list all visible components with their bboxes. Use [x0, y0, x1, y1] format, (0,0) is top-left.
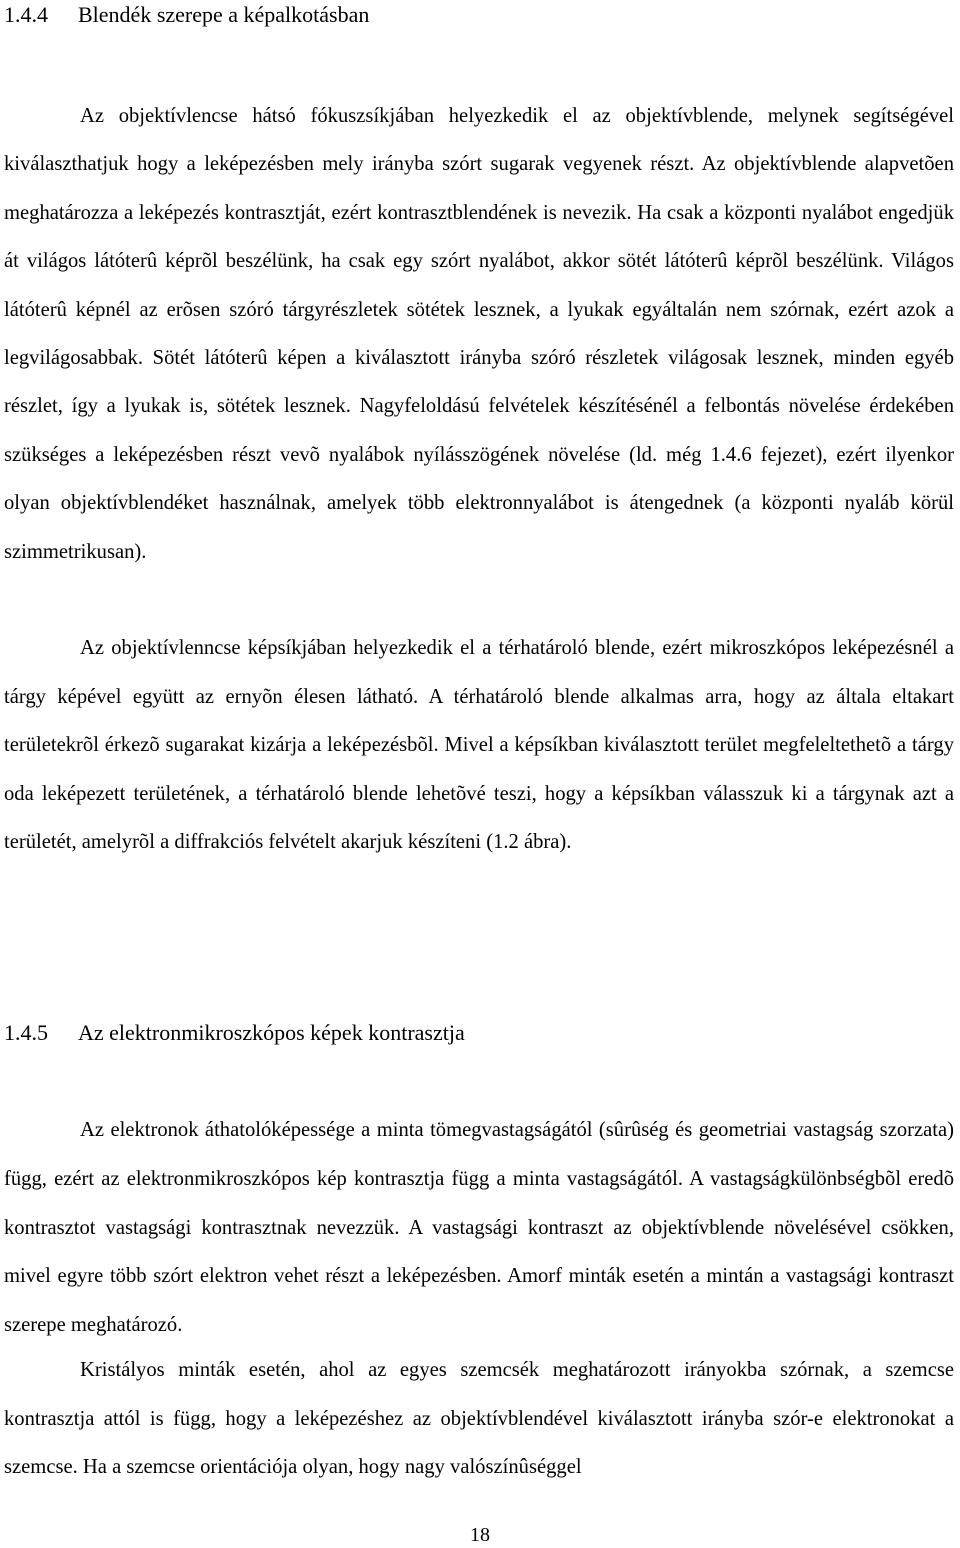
paragraph-crystalline-samples: Kristályos minták esetén, ahol az egyes szemcsék meghatározott irányokba szórnak, a szemcse kontrasztja attól is függ, hogy a leképezéshez az objektívblendével kiválasztott irányba szór-e elektronokat a szemcse. Ha a szemcse orientációja olyan, hogy nagy valószínûséggel: [4, 1359, 954, 1478]
section-number: 1.4.4: [4, 2, 48, 27]
section-heading-1-4-4: [4, 0, 369, 30]
paragraph-field-limiting-aperture: Az objektívlenncse képsíkjában helyezkedik el a térhatároló blende, ezért mikroszkópos leképezésnél a tárgy képével együtt az ernyõn élesen látható. A térhatároló blende alkalmas arra, hogy az általa eltakart területekrõl érkezõ sugarakat kizárja a leképezésbõl. Mivel a képsíkban kiválasztott terület megfeleltethetõ a tárgy oda leképezett területének, a térhatároló blende lehetõvé teszi, hogy a képsíkban válasszuk ki a tárgynak azt a területét, amelyrõl a diffrakciós felvételt akarjuk készíteni (1.2 ábra).: [4, 637, 954, 853]
section-title: Blendék szerepe a képalkotásban: [78, 2, 370, 27]
page-number: 18: [470, 1524, 490, 1546]
section-heading-1-4-5: [4, 1018, 465, 1048]
paragraph-objective-aperture: Az objektívlencse hátsó fókuszsíkjában helyezkedik el az objektívblende, melynek segítségével kiválaszthatjuk hogy a leképezésben mely irányba szórt sugarak vegyenek részt. Az objektívblende alapvetõen meghatározza a leképezés kontrasztját, ezért kontrasztblendének is nevezik. Ha csak a központi nyalábot engedjük át világos látóterû képrõl beszélünk, ha csak egy szórt nyalábot, akkor sötét látóterû képrõl beszélünk. Világos látóterû képnél az erõsen szóró tárgyrészletek sötétek lesznek, a lyukak egyáltalán nem szórnak, ezért azok a legvilágosabbak. Sötét látóterû képen a kiválasztott irányba szóró részletek világosak lesznek, minden egyéb részlet, így a lyukak is, sötétek lesznek. Nagyfeloldású felvételek készítésénél a felbontás növelése érdekében szükséges a leképezésben részt vevõ nyalábok nyílásszögének növelése (ld. még 1.4.6 fejezet), ezért ilyenkor olyan objektívblendéket használnak, amelyek több elektronnyalábot is átengednek (a központi nyaláb körül szimmetrikusan).: [4, 105, 954, 563]
paragraph-thickness-contrast: Az elektronok áthatolóképessége a minta tömegvastagságától (sûrûség és geometriai vastagság szorzata) függ, ezért az elektronmikroszkópos kép kontrasztja függ a minta vastagságától. A vastagságkülönbségbõl eredõ kontrasztot vastagsági kontrasztnak nevezzük. A vastagsági kontraszt az objektívblende növelésével csökken, mivel egyre több szórt elektron vehet részt a leképezésben. Amorf minták esetén a mintán a vastagsági kontraszt szerepe meghatározó.: [4, 1119, 954, 1337]
section-title: Az elektronmikroszkópos képek kontrasztja: [78, 1020, 465, 1045]
section-number: 1.4.5: [4, 1020, 48, 1045]
